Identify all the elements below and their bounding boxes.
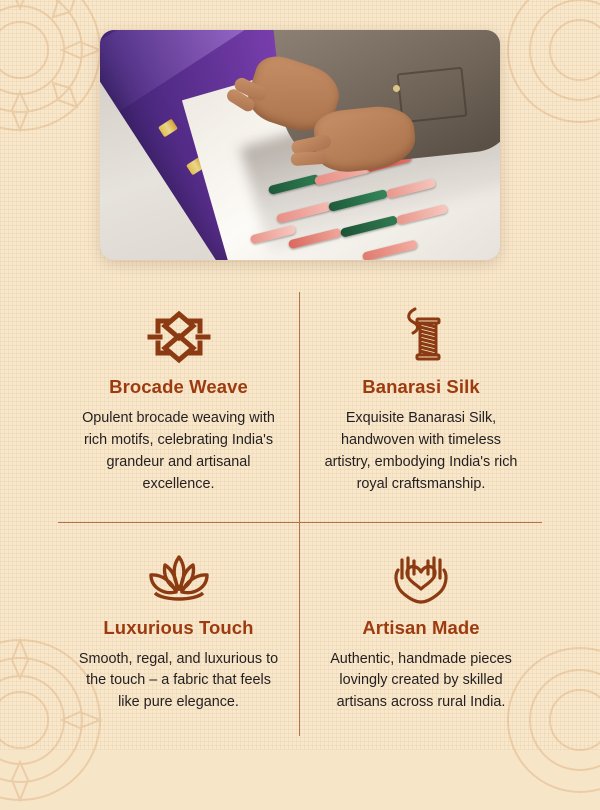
- hands-heart-icon: [318, 545, 524, 611]
- feature-description: Exquisite Banarasi Silk, handwoven with timeless artistry, embodying India's rich royal craftsmanship.: [324, 410, 518, 492]
- feature-title: Luxurious Touch: [103, 616, 254, 638]
- mandala-ornament-top-right: [490, 0, 600, 140]
- feature-title: Artisan Made: [362, 616, 480, 638]
- feature-card-brocade-weave: [58, 292, 300, 523]
- mandala-ornament-top-left: [0, 0, 110, 140]
- lotus-icon: [76, 545, 281, 611]
- features-grid: [58, 292, 542, 736]
- feature-description: Authentic, handmade pieces lovingly created by skilled artisans across rural India.: [330, 650, 512, 711]
- brocade-knot-icon: [76, 304, 281, 370]
- feature-card-artisan-made: [300, 523, 542, 737]
- feature-card-banarasi-silk: [300, 292, 542, 523]
- feature-title: Brocade Weave: [109, 376, 248, 397]
- feature-description: Smooth, regal, and luxurious to the touch – a fabric that feels like pure elegance.: [78, 650, 279, 711]
- feature-title: Banarasi Silk: [362, 376, 480, 397]
- feature-description: Opulent brocade weaving with rich motifs, celebrating India's grandeur and artisanal excellence.: [82, 410, 275, 492]
- silk-spool-icon: [318, 304, 524, 370]
- feature-card-luxurious-touch: [58, 523, 300, 737]
- hero-image: [100, 30, 500, 260]
